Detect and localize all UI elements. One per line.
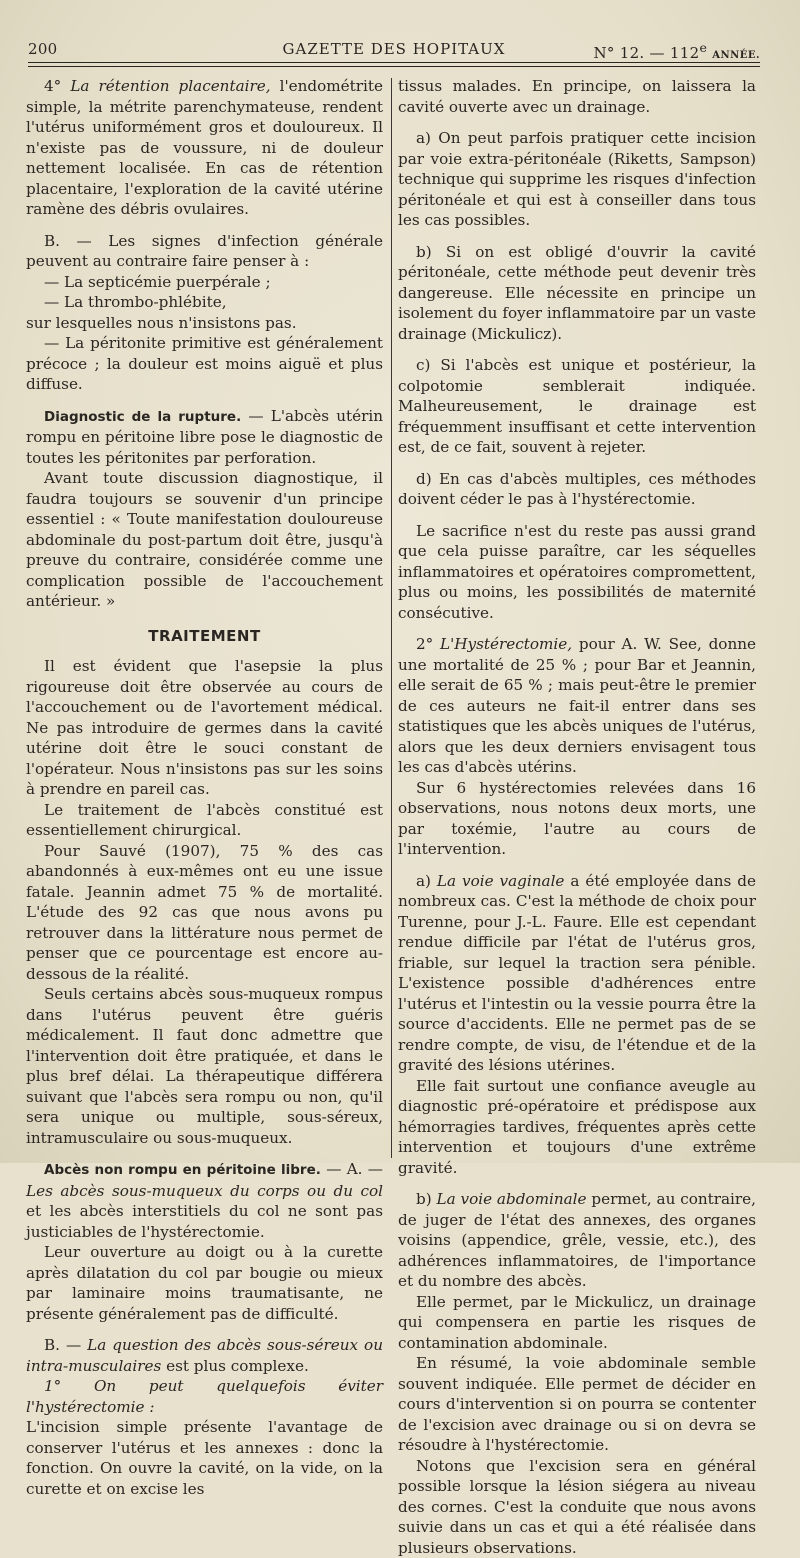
right-column bbox=[398, 76, 756, 1558]
list-item: — La péritonite primitive est généralement précoce ; la douleur est moins aiguë et plus diffuse. bbox=[26, 333, 383, 395]
list-item: — La thrombo-phlébite, bbox=[26, 292, 383, 313]
running-header bbox=[28, 40, 760, 62]
paragraph: 4° La rétention placentaire, l'endométrite simple, la métrite parenchymateuse, rendent l'utérus uniformément gros et douloureux. Il n'existe pas de voussure, ni de douleur nettement localisée. En cas de rétention placentaire, l'exploration de la cavité utérine ramène des débris ovulaires. bbox=[26, 76, 383, 220]
journal-title: GAZETTE DES HOPITAUX bbox=[28, 40, 760, 58]
run-in-heading: Abcès non rompu en péritoine libre. bbox=[44, 1162, 321, 1178]
paragraph: Elle permet, par le Mickulicz, un drainage qui compensera en partie les risques de contamination abdominale. bbox=[398, 1292, 756, 1354]
paragraph: Avant toute discussion diagnostique, il faudra toujours se souvenir d'un principe essentiel : « Toute manifestation douloureuse abdominale du post-partum doit être, jusqu'à preuve du contraire, considérée comme une complication possible de l'accouchement antérieur. » bbox=[26, 468, 383, 612]
paragraph: d) En cas d'abcès multiples, ces méthodes doivent céder le pas à l'hystérectomie. bbox=[398, 469, 756, 510]
paragraph: Elle fait surtout une confiance aveugle au diagnostic pré-opératoire et prédispose aux hémorragies tardives, fréquentes après cette intervention et toujours d'une extrême gravité. bbox=[398, 1076, 756, 1179]
column-divider bbox=[391, 78, 392, 1158]
paragraph: Leur ouverture au doigt ou à la curette après dilatation du col par bougie ou mieux par laminaire moins traumatisante, ne présente généralement pas de difficulté. bbox=[26, 1242, 383, 1324]
paragraph: sur lesquelles nous n'insistons pas. bbox=[26, 313, 383, 334]
header-rule bbox=[28, 62, 760, 63]
paragraph: Sur 6 hystérectomies relevées dans 16 observations, nous notons deux morts, une par toxémie, l'autre au cours de l'intervention. bbox=[398, 778, 756, 860]
paragraph: b) La voie abdominale permet, au contraire, de juger de l'état des annexes, des organes voisins (appendice, grêle, vessie, etc.), des adhérences inflammatoires, de l'importance et du nombre des abcès. bbox=[398, 1189, 756, 1292]
run-in-heading: Diagnostic de la rupture. bbox=[44, 409, 241, 425]
paragraph: B. — Les signes d'infection générale peuvent au contraire faire penser à : bbox=[26, 231, 383, 272]
left-column bbox=[26, 76, 383, 1499]
paragraph: a) On peut parfois pratiquer cette incision par voie extra-péritonéale (Riketts, Sampson) technique qui supprime les risques d'infection péritonéale et qui est à conseiller dans tous les cas possibles. bbox=[398, 128, 756, 231]
paragraph: c) Si l'abcès est unique et postérieur, la colpotomie semblerait indiquée. Malheureusement, le drainage est fréquemment insuffisant et cette intervention est, de ce fait, souvent à rejeter. bbox=[398, 355, 756, 458]
paragraph: Le sacrifice n'est du reste pas aussi grand que cela puisse paraître, car les séquelles inflammatoires et opératoires compromettent, plus ou moins, les possibilités de maternité consécutive. bbox=[398, 521, 756, 624]
paragraph: 2° L'Hystérectomie, pour A. W. See, donne une mortalité de 25 % ; pour Bar et Jeannin, elle serait de 65 % ; mais peut-être le premier de ces auteurs ne fait-il entrer dans ses statistiques que les abcès uniques de l'utérus, alors que les deux derniers envisagent tous les cas d'abcès utérins. bbox=[398, 634, 756, 778]
paragraph: Abcès non rompu en péritoine libre. — A. — Les abcès sous-muqueux du corps ou du col et les abcès interstitiels du col ne sont pas justiciables de l'hystérectomie. bbox=[26, 1159, 383, 1242]
header-rule-thin bbox=[28, 66, 760, 67]
paragraph: Il est évident que l'asepsie la plus rigoureuse doit être observée au cours de l'accouchement ou de l'avortement médical. Ne pas introduire de germes dans la cavité utérine doit être le souci constant de l'opérateur. Nous n'insistons pas sur les soins à prendre en pareil cas. bbox=[26, 656, 383, 800]
paragraph: Pour Sauvé (1907), 75 % des cas abandonnés à eux-mêmes ont eu une issue fatale. Jeannin admet 75 % de mortalité. L'étude des 92 cas que nous avons pu retrouver dans la littérature nous permet de penser que ce pourcentage est encore au-dessous de la réalité. bbox=[26, 841, 383, 985]
paragraph: Seuls certains abcès sous-muqueux rompus dans l'utérus peuvent être guéris médicalement. Il faut donc admettre que l'intervention doit être pratiquée, et dans le plus bref délai. La thérapeutique différera suivant que l'abcès sera rompu ou non, qu'il sera unique ou multiple, sous-séreux, intramusculaire ou sous-muqueux. bbox=[26, 984, 383, 1148]
paragraph: Le traitement de l'abcès constitué est essentiellement chirurgical. bbox=[26, 800, 383, 841]
list-item: — La septicémie puerpérale ; bbox=[26, 272, 383, 293]
section-heading: TRAITEMENT bbox=[26, 626, 383, 647]
issue-info: N° 12. — 112e ANNÉE. bbox=[593, 40, 760, 62]
page-number: 200 bbox=[28, 40, 58, 58]
paragraph: L'incision simple présente l'avantage de conserver l'utérus et les annexes : donc la fonction. On ouvre la cavité, on la vide, on la curette et on excise les bbox=[26, 1417, 383, 1499]
paragraph: a) La voie vaginale a été employée dans de nombreux cas. C'est la méthode de choix pour Turenne, pour J.-L. Faure. Elle est cependant rendue difficile par l'état de l'utérus gros, friable, sur lequel la traction sera pénible. L'existence possible d'adhérences entre l'utérus et l'intestin ou la vessie pourra être la source d'accidents. Elle ne permet pas de se rendre compte, de visu, de l'étendue et de la gravité des lésions utérines. bbox=[398, 871, 756, 1076]
paragraph: tissus malades. En principe, on laissera la cavité ouverte avec un drainage. bbox=[398, 76, 756, 117]
paragraph: b) Si on est obligé d'ouvrir la cavité péritonéale, cette méthode peut devenir très dangereuse. Elle nécessite en principe un isolement du foyer inflammatoire par un vaste drainage (Mickulicz). bbox=[398, 242, 756, 345]
paragraph: B. — La question des abcès sous-séreux ou intra-musculaires est plus complexe. bbox=[26, 1335, 383, 1376]
paragraph: 1° On peut quelquefois éviter l'hystérectomie : bbox=[26, 1376, 383, 1417]
paragraph: Diagnostic de la rupture. — L'abcès utérin rompu en péritoine libre pose le diagnostic de toutes les péritonites par perforation. bbox=[26, 406, 383, 469]
paragraph: En résumé, la voie abdominale semble souvent indiquée. Elle permet de décider en cours d'intervention si on pourra se contenter de l'excision avec drainage ou si on devra se résoudre à l'hystérectomie. bbox=[398, 1353, 756, 1456]
paragraph: Notons que l'excision sera en général possible lorsque la lésion siégera au niveau des cornes. C'est la conduite que nous avons suivie dans un cas et qui a été réalisée dans plusieurs observations. bbox=[398, 1456, 756, 1558]
